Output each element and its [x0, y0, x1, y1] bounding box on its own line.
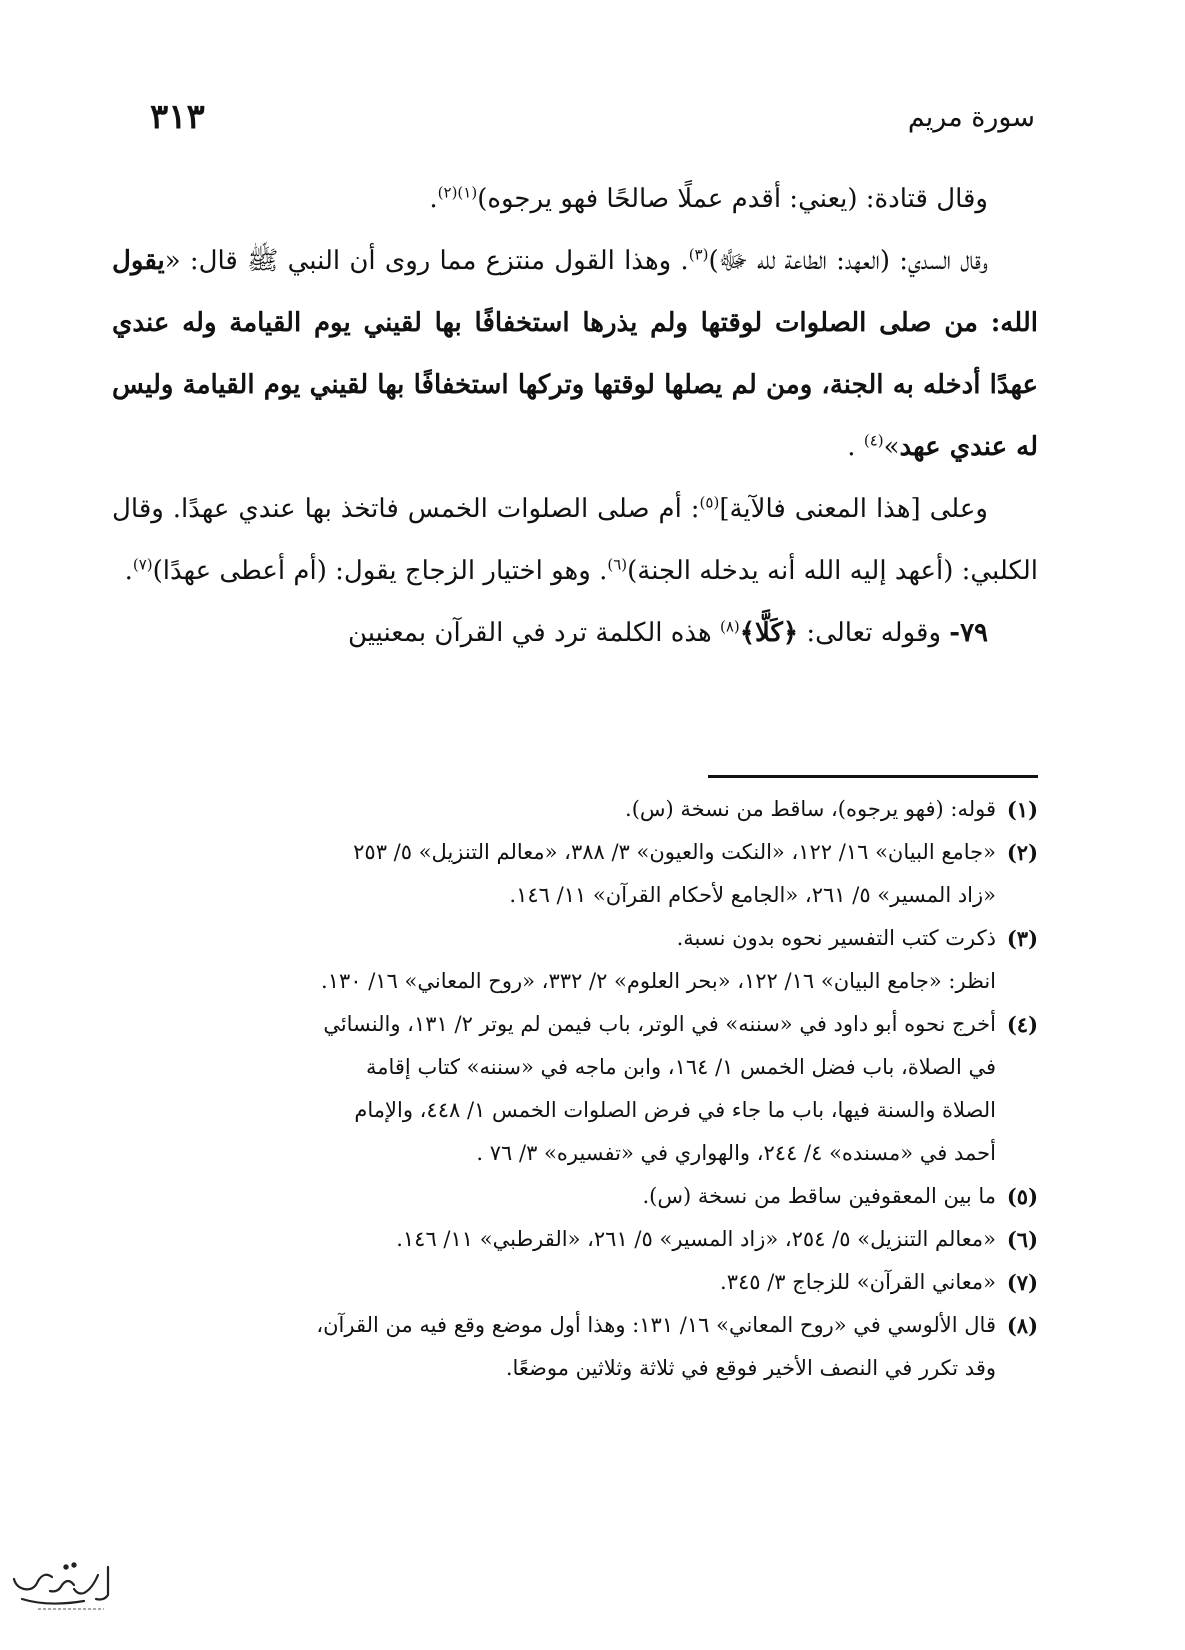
footnote-number: (٦) — [1006, 1227, 1038, 1252]
watermark-logo — [8, 1555, 116, 1615]
footnote-text — [112, 788, 996, 831]
footnote-number: (٧) — [1006, 1270, 1038, 1295]
hadith-text: يقول الله: من صلى الصلوات لوقتها ولم يذرها استخفافًا بها لقيني يوم القيامة وله عندي عهدًا أدخله به الجنة، ومن لم يصلها لوقتها وتركها استخفافًا بها لقيني يوم القيامة وليس له عندي عهد — [112, 246, 1038, 462]
footnote-number: (٥) — [1006, 1184, 1038, 1209]
verse-number: ٧٩- — [949, 618, 988, 648]
running-title: سورة مريم — [907, 101, 1035, 133]
footnote-line: «جامع البيان» ١٦/ ١٢٢، «النكت والعيون» ٣/ ٣٨٨، «معالم التنزيل» ٥/ ٢٥٣ — [353, 840, 996, 864]
paragraph-meaning: وعلى [هذا المعنى فالآية]$^{(٥)}$: أم صلى الصلوات الخمس فاتخذ بها عندي عهدًا. وقال الكلبي: (أعهد إليه الله أنه يدخله الجنة)$^{(٦)}$. وهو اختيار الزجاج يقول: (أم أعطى عهدًا)$^{(٧)}$. — [112, 493, 1038, 586]
footnote-line: وقد تكرر في النصف الأخير فوقع في ثلاثة وثلاثين موضعًا. — [505, 1356, 996, 1380]
footnote-line: «معالم التنزيل» ٥/ ٢٥٤، «زاد المسير» ٥/ ٢٦١، «القرطبي» ١١/ ١٤٦. — [396, 1227, 996, 1251]
footnote-number: (٤) — [1006, 1012, 1038, 1037]
footnote-ref: (٤) — [863, 431, 884, 450]
footnote-text — [112, 917, 996, 960]
footnote-text — [112, 1218, 996, 1261]
footnote-ref: (٣) — [688, 245, 709, 264]
footnote — [112, 1003, 1038, 1175]
footnote-line: قوله: (فهو يرجوه)، ساقط من نسخة (س). — [625, 797, 996, 821]
footnote-number: (١) — [1006, 797, 1038, 822]
footnote-ref: (٨) — [719, 617, 740, 636]
footnote-ref: (٦) — [607, 555, 628, 574]
quran-word: ﴿كَلَّا﴾ — [739, 618, 799, 648]
footnote-ref: (٧) — [132, 555, 153, 574]
footnote-text — [112, 1003, 996, 1175]
footnote-number: (٣) — [1006, 926, 1038, 951]
footnote-line: ذكرت كتب التفسير نحوه بدون نسبة. — [676, 926, 996, 950]
footnote-line: «معاني القرآن» للزجاج ٣/ ٣٤٥. — [720, 1270, 996, 1294]
footnote-ref: (١)(٢) — [437, 183, 478, 202]
footnote — [112, 1175, 1038, 1218]
footnote-text — [112, 1261, 996, 1304]
footnote-line: أخرج نحوه أبو داود في «سننه» في الوتر، باب فيمن لم يوتر ٢/ ١٣١، والنسائي — [323, 1012, 996, 1036]
footnote-number: (٨) — [1006, 1313, 1038, 1338]
main-text — [112, 168, 1038, 664]
footnote-line: أحمد في «مسنده» ٤/ ٢٤٤، والهواري في «تفسيره» ٣/ ٧٦ . — [476, 1141, 996, 1165]
footnote-separator — [708, 775, 1038, 778]
footnote — [112, 831, 1038, 917]
footnote-continuation: انظر: «جامع البيان» ١٦/ ١٢٢، «بحر العلوم» ٢/ ٣٣٢، «روح المعاني» ١٦/ ١٣٠. — [321, 969, 996, 993]
footnote-text — [112, 831, 996, 917]
footnote-text — [112, 1304, 996, 1390]
page-number: ٣١٣ — [150, 97, 205, 137]
paragraph-qatada: وقال قتادة: (يعني: أقدم عملًا صالحًا فهو يرجوه)$^{(١)(٢)}$. — [429, 183, 988, 214]
paragraph-verse-79: ٧٩- وقوله تعالى: ﴿كَلَّا﴾$^{(٨)}$ هذه الكلمة ترد في القرآن بمعنيين — [347, 617, 988, 648]
footnote — [112, 1261, 1038, 1304]
footnote — [112, 1304, 1038, 1390]
paragraph-suddi-hadith: وقال السدي: (العهد: الطاعة لله ﷻ)$^{(٣)}$. وهذا القول منتزع مما روى أن النبي ﷺ قال: «يقول الله: من صلى الصلوات لوقتها ولم يذرها استخفافًا بها لقيني يوم القيامة وله عندي عهدًا أدخله به الجنة، ومن لم يصلها لوقتها وتركها استخفافًا بها لقيني يوم القيامة وليس له عندي عهد»$^{(٤)}$ . — [112, 245, 1038, 462]
footnote-ref: (٥) — [699, 493, 720, 512]
footnotes — [112, 788, 1038, 1390]
footnote-line: الصلاة والسنة فيها، باب ما جاء في فرض الصلوات الخمس ١/ ٤٤٨، والإمام — [354, 1098, 996, 1122]
footnote-line: في الصلاة، باب فضل الخمس ١/ ١٦٤، وابن ماجه في «سننه» كتاب إقامة — [365, 1055, 996, 1079]
footnote — [112, 917, 1038, 960]
footnote-line: ما بين المعقوفين ساقط من نسخة (س). — [642, 1184, 996, 1208]
footnote-number: (٢) — [1006, 840, 1038, 865]
footnote-line: «زاد المسير» ٥/ ٢٦١، «الجامع لأحكام القرآن» ١١/ ١٤٦. — [509, 883, 996, 907]
footnote-line: قال الألوسي في «روح المعاني» ١٦/ ١٣١: وهذا أول موضع وقع فيه من القرآن، — [316, 1313, 996, 1337]
page-header — [150, 92, 1035, 142]
footnote-text — [112, 1175, 996, 1218]
footnote — [112, 1218, 1038, 1261]
footnote — [112, 788, 1038, 831]
